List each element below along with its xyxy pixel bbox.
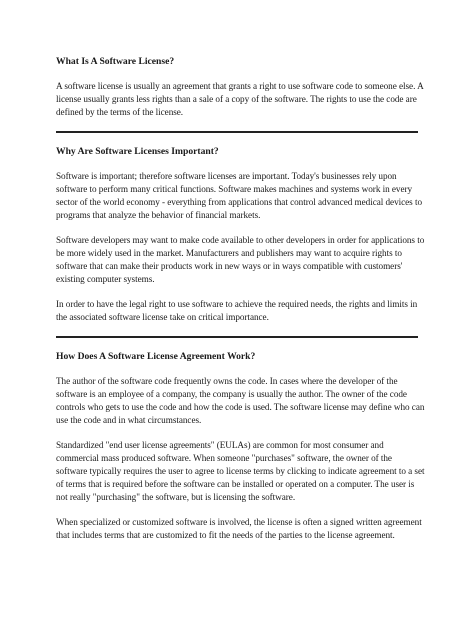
paragraph <box>56 234 425 286</box>
paragraph <box>56 375 425 427</box>
text-line: When specialized or customized software is involved, the license is often a signed written agreement <box>56 517 422 527</box>
section-why-important <box>56 146 425 324</box>
text-line: license usually grants less rights than a sale of a copy of the software. The rights to use the code are <box>56 94 417 104</box>
text-line: software to perform many critical functions. Software makes machines and systems work in every <box>56 184 413 194</box>
text-line: of terms that is required before the software can be installed or operated on a computer. The user is <box>56 479 415 489</box>
text-line: The author of the software code frequently owns the code. In cases where the developer of the <box>56 376 398 386</box>
text-line: Software developers may want to make code available to other developers in order for applications to <box>56 235 425 245</box>
text-line: the associated software license take on critical importance. <box>56 312 269 322</box>
text-line: Software is important; therefore software licenses are important. Today's businesses rely upon <box>56 171 397 181</box>
text-line: be more widely used in the market. Manufacturers and publishers may want to acquire rights to <box>56 248 402 258</box>
text-line: sector of the world economy - everything from applications that control advanced medical devices to <box>56 197 422 207</box>
paragraph <box>56 298 418 324</box>
text-line: use the code and in what circumstances. <box>56 415 202 425</box>
text-line: In order to have the legal right to use software to achieve the required needs, the rights and limits in <box>56 299 418 309</box>
paragraph <box>56 170 422 222</box>
paragraph <box>56 516 422 542</box>
section-how-agreement-works <box>56 351 425 542</box>
paragraph <box>56 80 424 119</box>
text-line: A software license is usually an agreement that grants a right to use software code to someone else. A <box>56 81 424 91</box>
text-line: existing computer systems. <box>56 274 155 284</box>
section-heading: What Is A Software License? <box>56 56 175 67</box>
text-line: software is an employee of a company, the company is usually the author. The owner of the code <box>56 389 407 399</box>
section-what-is-license <box>56 56 424 119</box>
section-divider <box>56 131 418 133</box>
text-line: programs that analyze the behavior of financial markets. <box>56 210 261 220</box>
text-line: commercial mass produced software. When someone "purchases" software, the owner of the <box>56 453 392 463</box>
text-line: controls who gets to use the code and how the code is used. The software license may define who can <box>56 402 425 412</box>
text-line: that includes terms that are customized to fit the needs of the parties to the license agreement. <box>56 530 395 540</box>
section-heading: Why Are Software Licenses Important? <box>56 146 219 157</box>
text-line: software typically requires the user to agree to license terms by clicking to indicate agreement to a set <box>56 466 425 476</box>
text-line: software that can make their products work in new ways or in ways compatible with customers' <box>56 261 403 271</box>
text-line: Standardized "end user license agreements" (EULAs) are common for most consumer and <box>56 440 384 450</box>
document-page <box>56 56 425 554</box>
text-line: not really "purchasing" the software, but is licensing the software. <box>56 492 296 502</box>
section-heading: How Does A Software License Agreement Work? <box>56 351 256 362</box>
paragraph <box>56 439 425 504</box>
section-divider <box>56 336 418 338</box>
text-line: defined by the terms of the license. <box>56 107 184 117</box>
